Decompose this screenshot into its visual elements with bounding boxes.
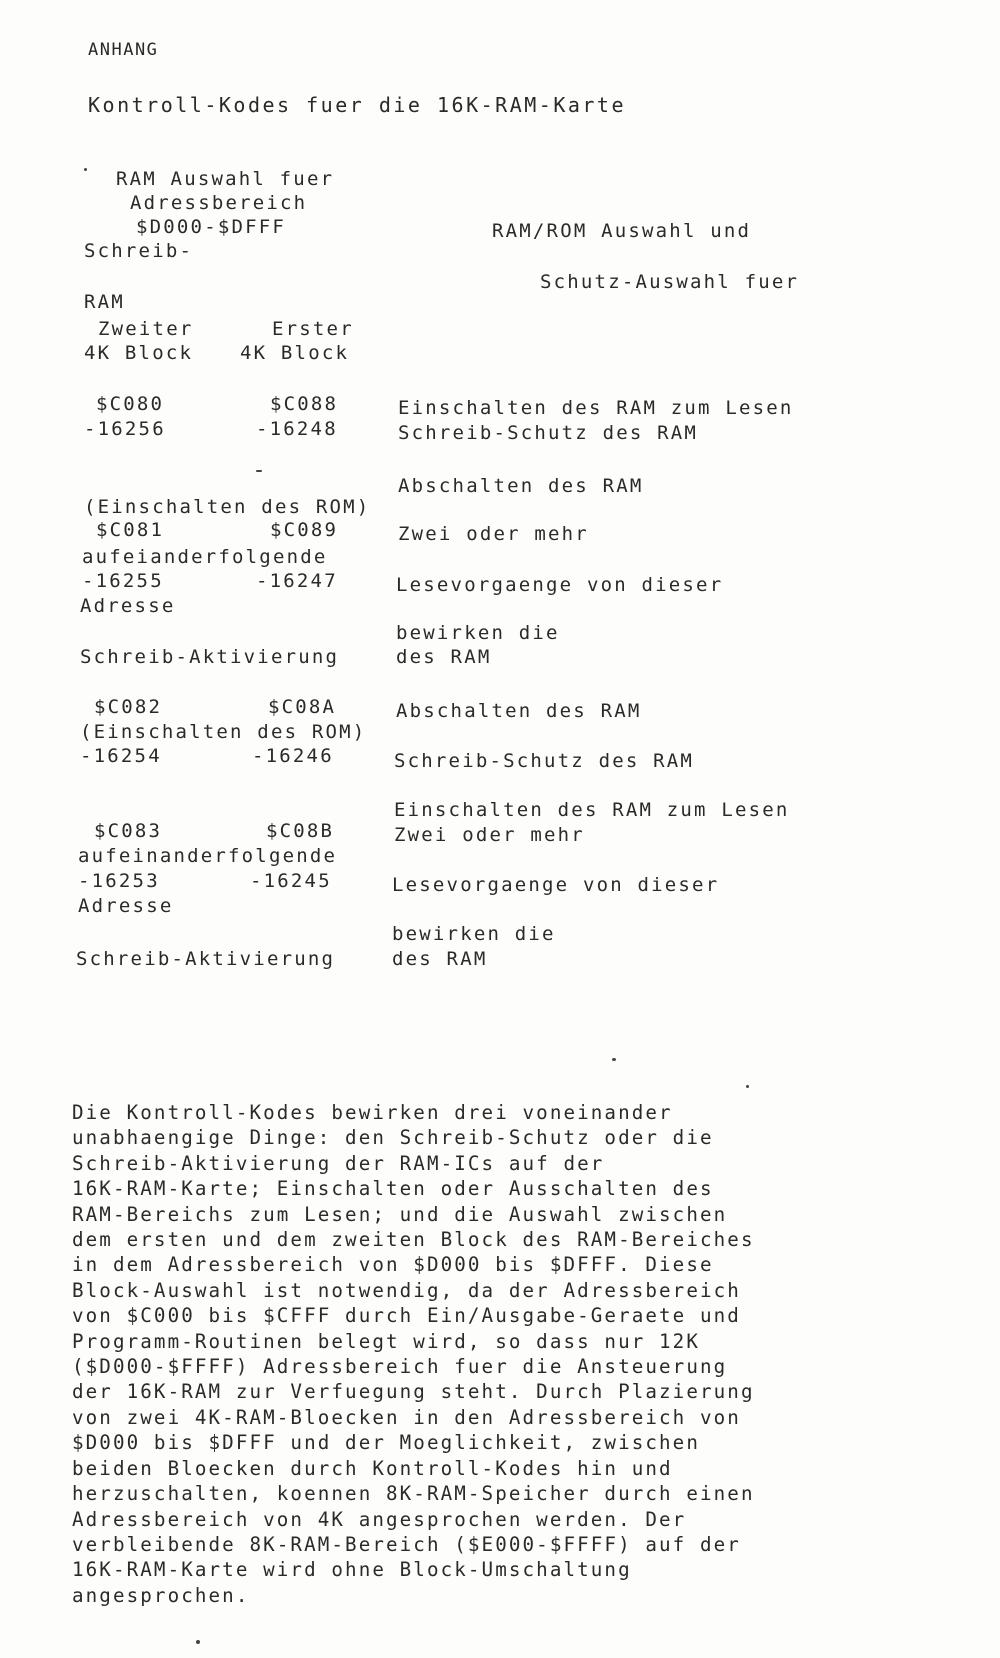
paragraph-line: angesprochen. bbox=[72, 1583, 250, 1607]
paragraph-line: herzuschalten, koennen 8K-RAM-Speicher durch einen bbox=[72, 1482, 755, 1506]
row2-dec-first: -16247 bbox=[256, 570, 338, 592]
row1-dec-second: -16256 bbox=[84, 418, 166, 440]
col1-header-line2: Adressbereich bbox=[130, 192, 308, 214]
row2-desc3: bewirken die bbox=[396, 622, 560, 644]
paragraph-line: Programm-Routinen belegt wird, so dass nur 12K bbox=[72, 1329, 700, 1353]
paragraph-line: $D000 bis $DFFF und der Moeglichkeit, zwischen bbox=[72, 1431, 700, 1455]
col1-header-line1: RAM Auswahl fuer bbox=[116, 168, 335, 190]
col1-header-ram: RAM bbox=[84, 291, 125, 313]
paragraph-line: Schreib-Aktivierung der RAM-ICs auf der bbox=[72, 1151, 605, 1175]
explanation-paragraph bbox=[72, 1100, 952, 1608]
paragraph-line: verbleibende 8K-RAM-Bereich ($E000-$FFFF) auf der bbox=[72, 1532, 741, 1556]
page-title: Kontroll-Kodes fuer die 16K-RAM-Karte bbox=[88, 93, 627, 117]
row1-desc1: Einschalten des RAM zum Lesen bbox=[398, 397, 794, 419]
row2-desc2: Lesevorgaenge von dieser bbox=[396, 574, 724, 596]
row1-desc2: Schreib-Schutz des RAM bbox=[398, 422, 699, 444]
paragraph-line: dem ersten und dem zweiten Block des RAM-Bereiches bbox=[72, 1228, 755, 1252]
row2-cont3a: Schreib-Aktivierung bbox=[80, 646, 340, 668]
paragraph-line: Block-Auswahl ist notwendig, da der Adressbereich bbox=[72, 1278, 741, 1302]
row1-addr-second: $C080 bbox=[96, 393, 165, 415]
paragraph-line: beiden Bloecken durch Kontroll-Kodes hin und bbox=[72, 1456, 673, 1480]
row4-cont3b: des RAM bbox=[392, 948, 488, 970]
paragraph-line: von zwei 4K-RAM-Bloecken in den Adressbereich von bbox=[72, 1405, 741, 1429]
row3-desc2: Schreib-Schutz des RAM bbox=[394, 750, 695, 772]
row2-cont3b: des RAM bbox=[396, 646, 492, 668]
paragraph-line: Adressbereich von 4K angesprochen werden. Der bbox=[72, 1507, 687, 1531]
paragraph-line: der 16K-RAM zur Verfuegung steht. Durch Plazierung bbox=[72, 1380, 755, 1404]
row4-cont3a: Schreib-Aktivierung bbox=[76, 948, 336, 970]
row2-cont2: Adresse bbox=[80, 595, 176, 617]
row4-dec-first: -16245 bbox=[250, 870, 332, 892]
paragraph-line: Die Kontroll-Kodes bewirken drei voneinander bbox=[72, 1101, 673, 1124]
row2-cont1: aufeianderfolgende bbox=[82, 546, 328, 568]
paragraph-line: unabhaengige Dinge: den Schreib-Schutz oder die bbox=[72, 1126, 714, 1150]
row4-addr-first: $C08B bbox=[266, 820, 335, 842]
scan-speck bbox=[612, 1058, 616, 1061]
first-block-header: Erster bbox=[272, 318, 354, 340]
paragraph-line: in dem Adressbereich von $D000 bis $DFFF. Diese bbox=[72, 1253, 714, 1277]
col3-header-line2: Schutz-Auswahl fuer bbox=[540, 271, 800, 293]
row2-desc1: Zwei oder mehr bbox=[398, 523, 589, 545]
row3-addr-second: $C082 bbox=[94, 696, 163, 718]
scan-speck bbox=[746, 1085, 749, 1088]
scan-speck bbox=[256, 470, 262, 472]
paragraph-line: ($D000-$FFFF) Adressbereich fuer die Ansteuerung bbox=[72, 1355, 728, 1379]
row2-addr-second: $C081 bbox=[96, 519, 165, 541]
col1-header-schreib: Schreib- bbox=[84, 240, 194, 262]
row2-rom: (Einschalten des ROM) bbox=[84, 496, 371, 518]
row2-desc0: Abschalten des RAM bbox=[398, 475, 644, 497]
row4-dec-second: -16253 bbox=[78, 870, 160, 892]
col1-header-line3: $D000-$DFFF bbox=[136, 216, 287, 238]
row3-dec-first: -16246 bbox=[252, 745, 334, 767]
paragraph-line: von $C000 bis $CFFF durch Ein/Ausgabe-Geraete und bbox=[72, 1304, 741, 1328]
row3-dec-second: -16254 bbox=[80, 745, 162, 767]
section-label: ANHANG bbox=[88, 40, 159, 60]
row3-desc1: Abschalten des RAM bbox=[396, 700, 642, 722]
row4-desc3: bewirken die bbox=[392, 923, 556, 945]
row4-desc0: Einschalten des RAM zum Lesen bbox=[394, 799, 790, 821]
col3-header-line1: RAM/ROM Auswahl und bbox=[492, 220, 752, 242]
scan-speck bbox=[84, 168, 87, 171]
paragraph-line: 16K-RAM-Karte wird ohne Block-Umschaltung bbox=[72, 1558, 632, 1582]
row4-cont2: Adresse bbox=[78, 895, 174, 917]
row3-addr-first: $C08A bbox=[268, 696, 337, 718]
row4-addr-second: $C083 bbox=[94, 820, 163, 842]
second-block-subheader: 4K Block bbox=[84, 342, 194, 364]
second-block-header: Zweiter bbox=[98, 318, 194, 340]
row2-addr-first: $C089 bbox=[270, 519, 339, 541]
scan-speck bbox=[196, 1640, 200, 1644]
row4-cont1: aufeinanderfolgende bbox=[78, 845, 338, 867]
row4-desc1: Zwei oder mehr bbox=[394, 824, 585, 846]
row4-desc2: Lesevorgaenge von dieser bbox=[392, 874, 720, 896]
paragraph-line: RAM-Bereichs zum Lesen; und die Auswahl zwischen bbox=[72, 1202, 728, 1226]
row3-rom: (Einschalten des ROM) bbox=[80, 721, 367, 743]
paragraph-line: 16K-RAM-Karte; Einschalten oder Ausschalten des bbox=[72, 1177, 714, 1201]
row1-dec-first: -16248 bbox=[256, 418, 338, 440]
row1-addr-first: $C088 bbox=[270, 393, 339, 415]
row2-dec-second: -16255 bbox=[82, 570, 164, 592]
first-block-subheader: 4K Block bbox=[240, 342, 350, 364]
